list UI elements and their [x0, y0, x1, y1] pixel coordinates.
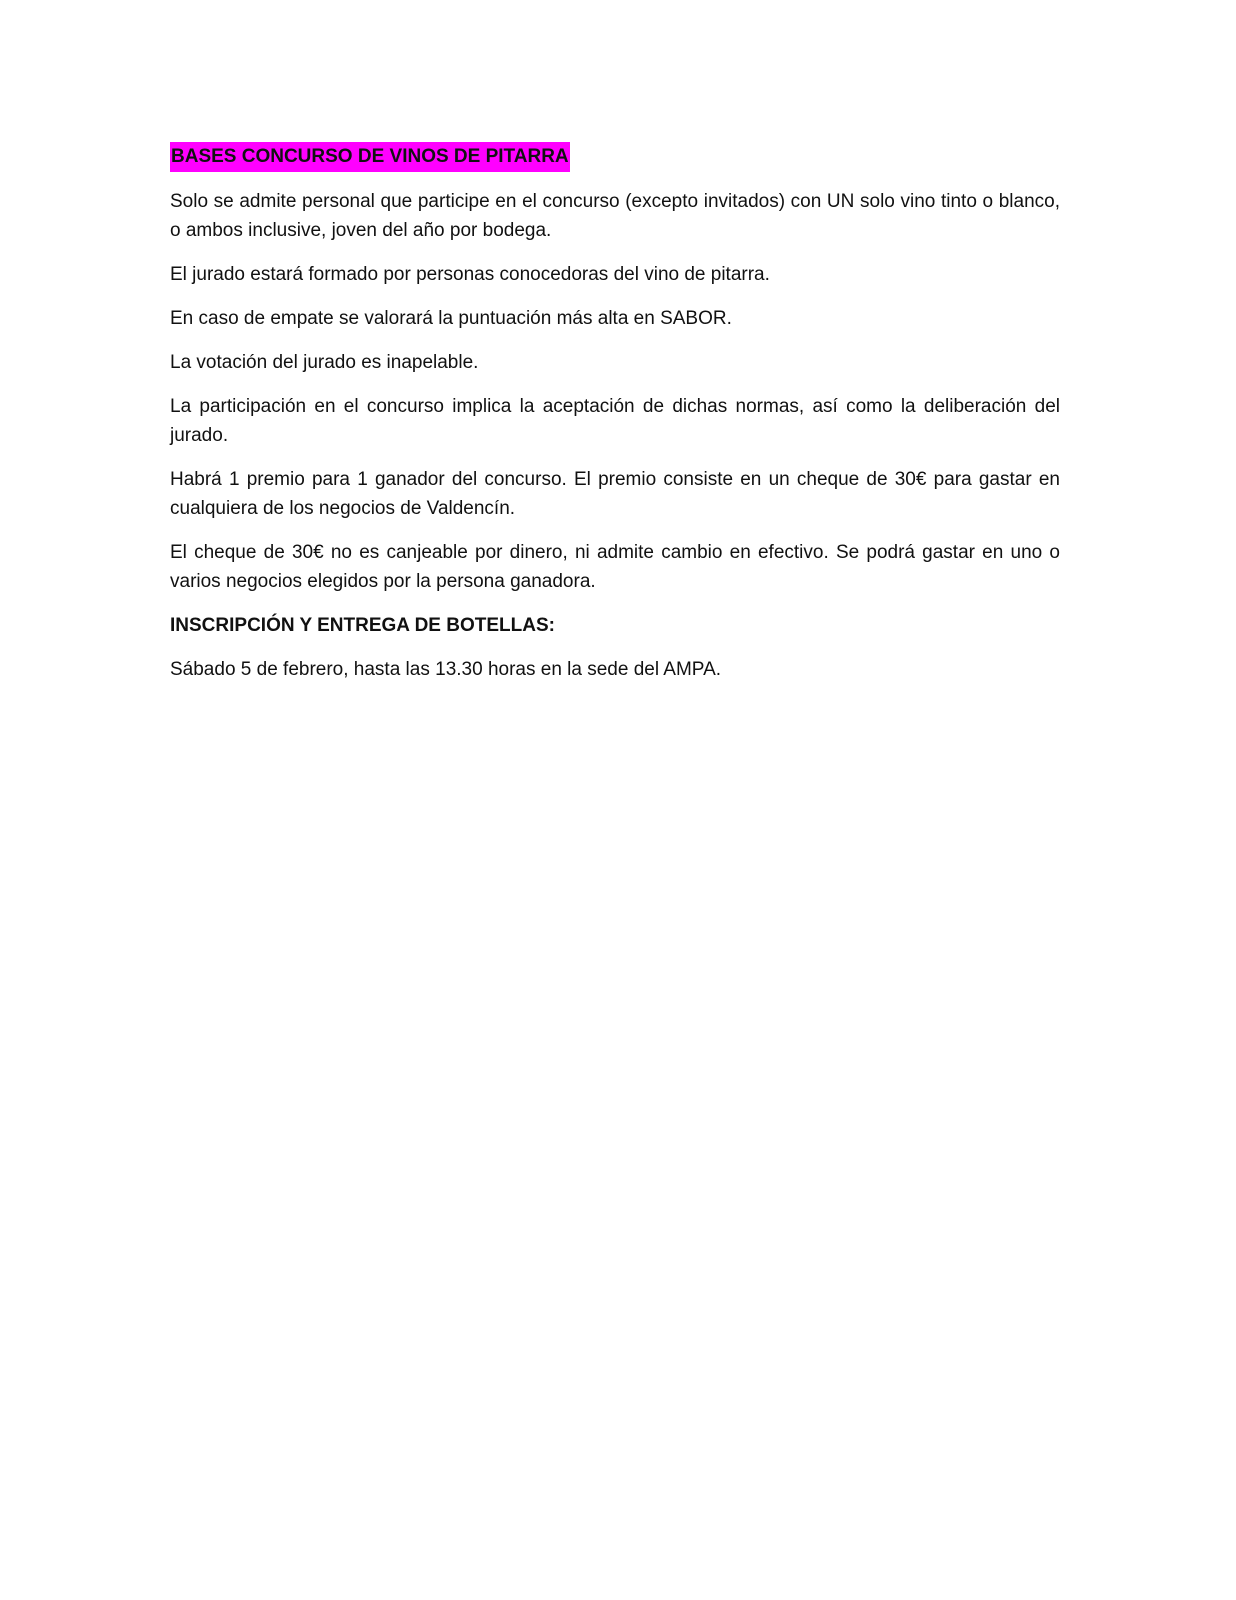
paragraph-acceptance: La participación en el concurso implica la aceptación de dichas normas, así como la deliberación del jurado. — [170, 396, 1060, 446]
paragraph-cheque: El cheque de 30€ no es canjeable por dinero, ni admite cambio en efectivo. Se podrá gastar en uno o varios negocios elegidos por la persona ganadora. — [170, 542, 1060, 592]
paragraph-prize: Habrá 1 premio para 1 ganador del concurso. El premio consiste en un cheque de 30€ para gastar en cualquiera de los negocios de Valdencín. — [170, 469, 1060, 519]
registration-details: Sábado 5 de febrero, hasta las 13.30 horas en la sede del AMPA. — [170, 659, 722, 680]
registration-heading: INSCRIPCIÓN Y ENTREGA DE BOTELLAS: — [170, 615, 555, 636]
paragraph-tiebreak: En caso de empate se valorará la puntuación más alta en SABOR. — [170, 308, 732, 329]
paragraph-participation: Solo se admite personal que participe en el concurso (excepto invitados) con UN solo vino tinto o blanco, o ambos inclusive, joven del año por bodega. — [170, 191, 1060, 241]
paragraph-jury: El jurado estará formado por personas conocedoras del vino de pitarra. — [170, 264, 770, 285]
document-title: BASES CONCURSO DE VINOS DE PITARRA — [170, 142, 570, 172]
paragraph-vote: La votación del jurado es inapelable. — [170, 352, 479, 373]
document-page — [170, 142, 1060, 699]
